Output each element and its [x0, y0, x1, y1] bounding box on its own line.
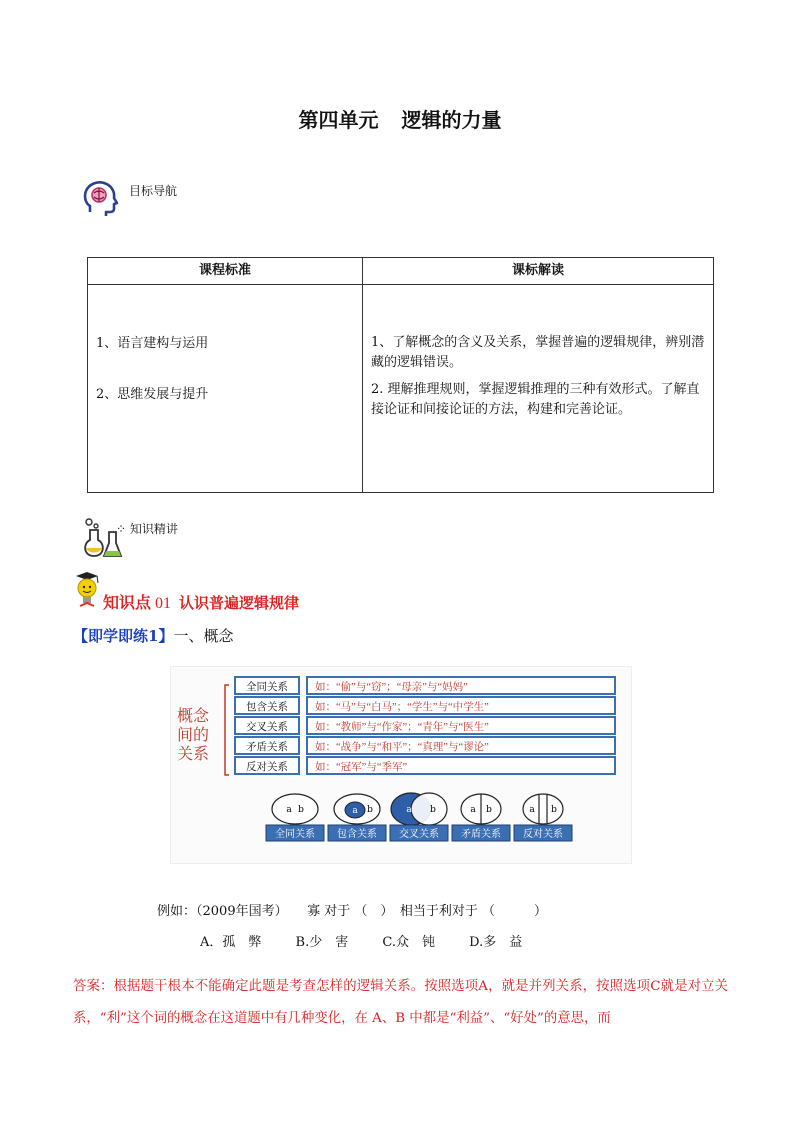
diagram-label: 包含关系 [337, 829, 377, 840]
row-label: 反对关系 [246, 762, 288, 773]
title-unit: 第四单元 [298, 108, 379, 132]
row-label: 矛盾关系 [246, 742, 288, 753]
row-example: 如：“马”与“白马”；“学生”与“中学生” [315, 702, 489, 713]
lightbulb-graduate-icon [70, 570, 104, 610]
row-label: 交叉关系 [246, 722, 288, 733]
answer-paragraph: 答案：根据题干根本不能确定此题是考查怎样的逻辑关系。按照选项A，就是并列关系，按照选项C就是对立关系，“利”这个词的概念在这道题中有几种变化，在 A、B 中都是“利益”、“好处”的意思，而 [73, 979, 728, 1026]
knowledge-label-text: 知识精讲 [129, 522, 178, 536]
diagram-label: 矛盾关系 [461, 829, 501, 840]
letter-b: b [551, 805, 557, 815]
letter-a: a [470, 805, 476, 815]
relation-diagram [390, 793, 448, 841]
row-example: 如：“偷”与“窃”；“母亲”与“妈妈” [315, 682, 468, 693]
knowledge-label [116, 520, 178, 537]
relation-diagram [266, 794, 324, 841]
row-example: 如：“教师”与“作家”；“青年”与“医生” [315, 722, 489, 733]
table-header-interpretation: 课标解读 [363, 258, 714, 285]
letter-a: a [529, 805, 535, 815]
answer-options [200, 931, 552, 950]
concept-relation-diagram [171, 667, 631, 863]
head-brain-icon [80, 178, 120, 218]
option-d: D.多 益 [469, 935, 523, 950]
standards-left-cell [88, 285, 363, 493]
letter-b: b [298, 805, 304, 815]
standards-right-cell [363, 285, 714, 493]
title-name: 逻辑的力量 [401, 108, 502, 132]
diagram-label: 全同关系 [275, 829, 315, 840]
row-label: 包含关系 [246, 702, 288, 713]
letter-b: b [486, 805, 492, 815]
relation-diagram [328, 794, 386, 841]
kp-number: 01 [155, 595, 172, 612]
practice-tag: 【即学即练1】 [73, 627, 174, 645]
bracket [225, 685, 229, 775]
table-header-standard: 课程标准 [88, 258, 363, 285]
option-c: C.众 钝 [382, 935, 435, 950]
kp-prefix: 知识点 [103, 593, 152, 612]
page-title [0, 104, 800, 133]
relation-circles [266, 793, 572, 841]
relation-diagram [452, 794, 510, 841]
standard-item: 1、语言建构与运用 [96, 336, 209, 351]
practice-text: 一、概念 [173, 627, 234, 645]
letter-a: a [352, 806, 358, 816]
letter-a: a [286, 805, 292, 815]
circle-b [411, 793, 447, 825]
diagram-label: 交叉关系 [399, 829, 439, 840]
practice-line [73, 625, 233, 646]
interpretation-item: 2. 理解推理规则，掌握逻辑推理的三种有效形式。了解直接论证和间接论证的方法，构建和完善论证。 [371, 382, 700, 417]
standard-item: 2、思维发展与提升 [96, 387, 209, 402]
interpretation-item: 1、了解概念的含义及关系，掌握普遍的逻辑规律，辨别潜藏的逻辑错误。 [371, 335, 705, 370]
example-question: 例如：（2009年国考） 寡 对于 （ ） 相当于利对于 （ ） [157, 904, 547, 919]
side-title-line: 概念 [177, 708, 210, 725]
relation-diagram [514, 794, 572, 841]
relation-rows [235, 677, 615, 774]
concept-relation-figure [170, 666, 632, 864]
standards-table [87, 257, 714, 493]
row-example: 如：“冠军”与“季军” [315, 762, 408, 773]
kp-name: 认识普遍逻辑规律 [179, 594, 300, 612]
nav-label: 目标导航 [129, 184, 178, 198]
diagram-label: 反对关系 [523, 829, 563, 840]
letter-b: b [430, 805, 436, 815]
circle [272, 794, 318, 824]
letter-b: b [367, 805, 373, 815]
side-title-line: 关系 [177, 746, 210, 763]
letter-a: a [406, 805, 412, 815]
option-b: B.少 害 [295, 935, 349, 950]
option-a: A．孤 弊 [200, 935, 262, 950]
side-title-line: 间的 [177, 727, 210, 744]
knowledge-point-heading [103, 590, 299, 613]
row-label: 全同关系 [246, 682, 288, 693]
row-example: 如：“战争”与“和平”；“真理”与“谬论” [315, 742, 489, 753]
sparkle-icon: ⁘ [116, 522, 130, 536]
